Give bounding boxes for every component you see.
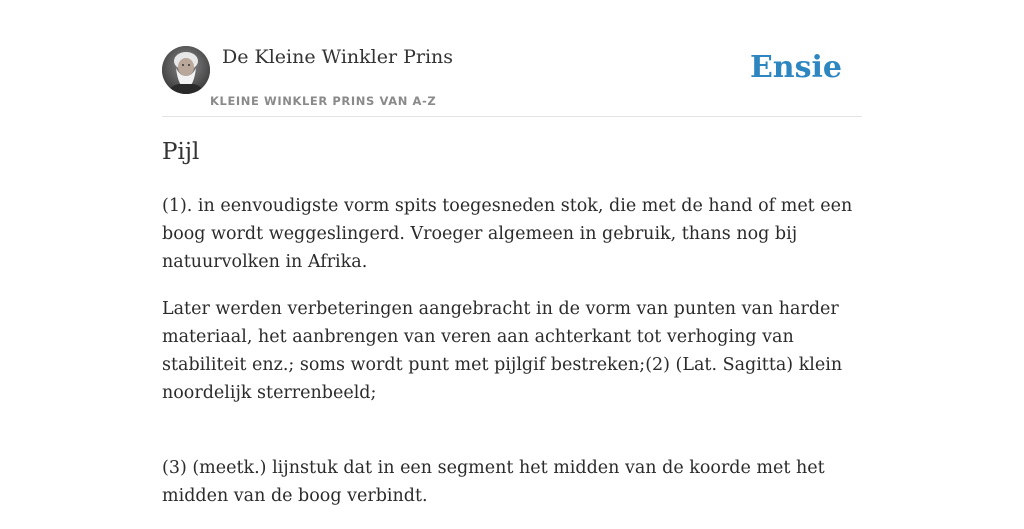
page-header xyxy=(162,44,862,117)
entry-body xyxy=(162,192,862,529)
author-portrait-icon[interactable] xyxy=(162,46,210,94)
entry-title: Pijl xyxy=(162,139,200,165)
entry-paragraph: (1). in eenvoudigste vorm spits toegesneden stok, die met de hand of met een boog wordt weggeslingerd. Vroeger algemeen in gebruik, thans nog bij natuurvolken in Afrika. xyxy=(162,196,853,272)
book-title[interactable]: De Kleine Winkler Prins xyxy=(222,46,454,68)
book-subtitle[interactable]: KLEINE WINKLER PRINS VAN A-Z xyxy=(210,94,437,108)
entry-paragraph: Later werden verbeteringen aangebracht in de vorm van punten van harder materiaal, het aanbrengen van veren aan achterkant tot verhoging van stabiliteit enz.; soms wordt punt met pijlgif bestreken;(2) (Lat. Sagitta) klein noordelijk sterrenbeeld; xyxy=(162,299,843,403)
ensie-logo-link[interactable]: Ensie xyxy=(749,50,842,85)
entry-paragraph: (3) (meetk.) lijnstuk dat in een segment het midden van de koorde met het midden van de boog verbindt. xyxy=(162,458,825,506)
